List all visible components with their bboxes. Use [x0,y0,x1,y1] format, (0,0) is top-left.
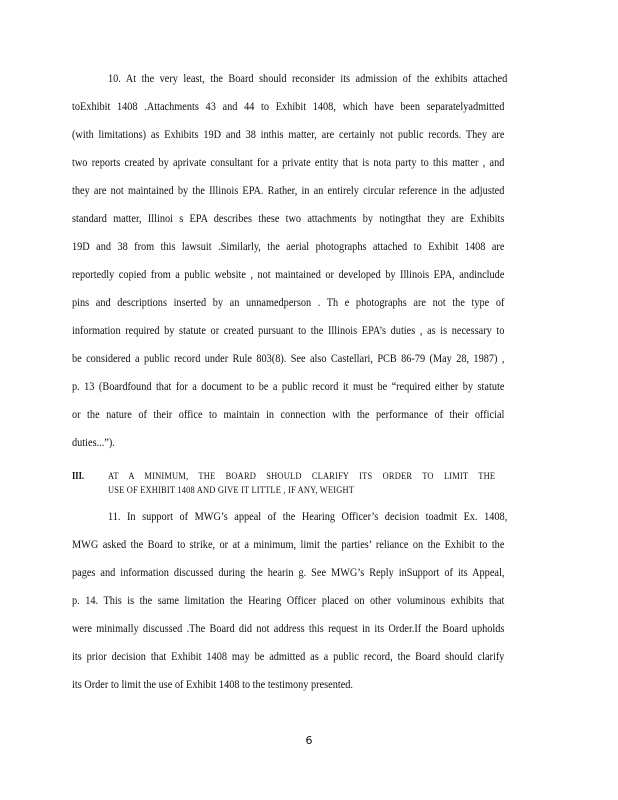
paragraph-10-line: or the nature of their office to maintain in connection with the performance of their official [72,409,505,421]
paragraph-11-line: its prior decision that Exhibit 1408 may be admitted as a public record, the Board should clarify [72,651,505,663]
paragraph-10-line: (with limitations) as Exhibits 19D and 38 inthis matter, are certainly not public records. They are [72,129,505,141]
paragraph-10-line: 10. At the very least, the Board should reconsider its admission of the exhibits attached [108,73,508,85]
paragraph-10-line: they are not maintained by the Illinois EPA. Rather, in an entirely circular reference in the adjusted [72,185,505,197]
paragraph-11-line: p. 14. This is the same limitation the Hearing Officer placed on other voluminous exhibits that [72,595,505,607]
paragraph-10-line: pins and descriptions inserted by an unnamedperson . Th e photographs are not the type of [72,297,505,309]
paragraph-10-line: 19D and 38 from this lawsuit .Similarly, the aerial photographs attached to Exhibit 1408 are [72,241,505,253]
paragraph-10-line: two reports created by aprivate consultant for a private entity that is nota party to this matter , and [72,157,505,169]
paragraph-10-line: information required by statute or created pursuant to the Illinois EPA’s duties , as is necessary to [72,325,505,337]
paragraph-10-line: duties...”). [72,437,115,449]
paragraph-11-line: its Order to limit the use of Exhibit 1408 to the testimony presented. [72,679,354,691]
paragraph-11-line: pages and information discussed during the hearin g. See MWG’s Reply inSupport of its Appeal, [72,567,505,579]
section-number: III. [72,471,85,482]
section-heading: AT A MINIMUM, THE BOARD SHOULD CLARIFY ITS ORDER TO LIMIT THE [108,471,496,482]
paragraph-11-line: were minimally discussed .The Board did not address this request in its Order.If the Board upholds [72,623,505,635]
paragraph-10-line: p. 13 (Boardfound that for a document to be a public record it must be “required either by statute [72,381,505,393]
paragraph-10-line: be considered a public record under Rule 803(8). See also Castellari, PCB 86-79 (May 28, 1987) , [72,353,505,365]
paragraph-10-line: reportedly copied from a public website , not maintained or developed by Illinois EPA, andinclude [72,269,505,281]
paragraph-11-line: 11. In support of MWG’s appeal of the Hearing Officer’s decision toadmit Ex. 1408, [108,511,508,523]
paragraph-10-line: toExhibit 1408 .Attachments 43 and 44 to Exhibit 1408, which have been separatelyadmitted [72,101,505,113]
section-heading: USE OF EXHIBIT 1408 AND GIVE IT LITTLE , IF ANY, WEIGHT [108,485,355,496]
paragraph-11-line: MWG asked the Board to strike, or at a minimum, limit the parties’ reliance on the Exhibit to the [72,539,505,551]
page-number: 6 [305,734,313,747]
paragraph-10-line: standard matter, Illinoi s EPA describes these two attachments by notingthat they are Exhibits [72,213,505,225]
